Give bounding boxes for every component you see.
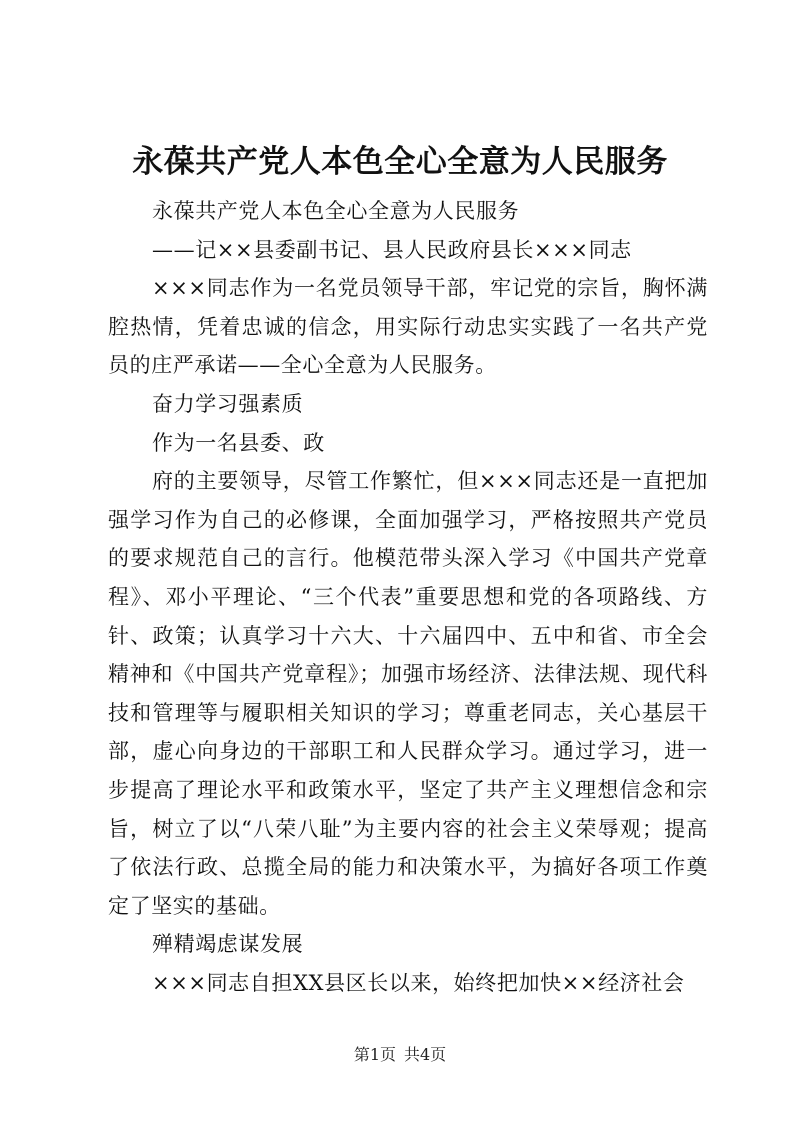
section-heading-study: 奋力学习强素质 <box>152 391 304 416</box>
paragraph-fragment: 作为一名县委、政 <box>152 430 325 455</box>
document-title: 永葆共产党人本色全心全意为人民服务 <box>132 144 668 180</box>
subtitle-line: 永葆共产党人本色全心全意为人民服务 <box>152 199 520 223</box>
page-footer <box>0 1044 800 1066</box>
page-number: 第1页 <box>353 1045 396 1064</box>
study-paragraph: 府的主要领导，尽管工作繁忙，但×××同志还是一直把加强学习作为自己的必修课，全面加强学习，严格按照共产党员的要求规范自己的言行。他模范带头深入学习《中国共产党章程》、邓小平理论、“三个代表”重要思想和党的各项路线、方针、政策；认真学习十六大、十六届四中、五中和省、市全会精神和《中国共产党章程》；加强市场经济、法律法规、现代科技和管理等与履职相关知识的学习；尊重老同志，关心基层干部，虚心向身边的干部职工和人民群众学习。通过学习，进一步提高了理论水平和政策水平，坚定了共产主义理想信念和宗旨，树立了以“八荣八耻”为主要内容的社会主义荣辱观；提高了依法行政、总揽全局的能力和决策水平，为搞好各项工作奠定了坚实的基础。 <box>108 469 708 918</box>
intro-paragraph: ×××同志作为一名党员领导干部，牢记党的宗旨，胸怀满腔热情，凭着忠诚的信念，用实际行动忠实实践了一名共产党员的庄严承诺——全心全意为人民服务。 <box>108 276 708 378</box>
document-body <box>108 192 708 1002</box>
section-heading-development: 殚精竭虑谋发展 <box>152 932 304 957</box>
development-paragraph: ×××同志自担XX县区长以来，始终把加快××经济社会 <box>152 970 685 995</box>
page-total: 共4页 <box>404 1045 447 1064</box>
byline: ——记××县委副书记、县人民政府县长×××同志 <box>152 237 632 262</box>
